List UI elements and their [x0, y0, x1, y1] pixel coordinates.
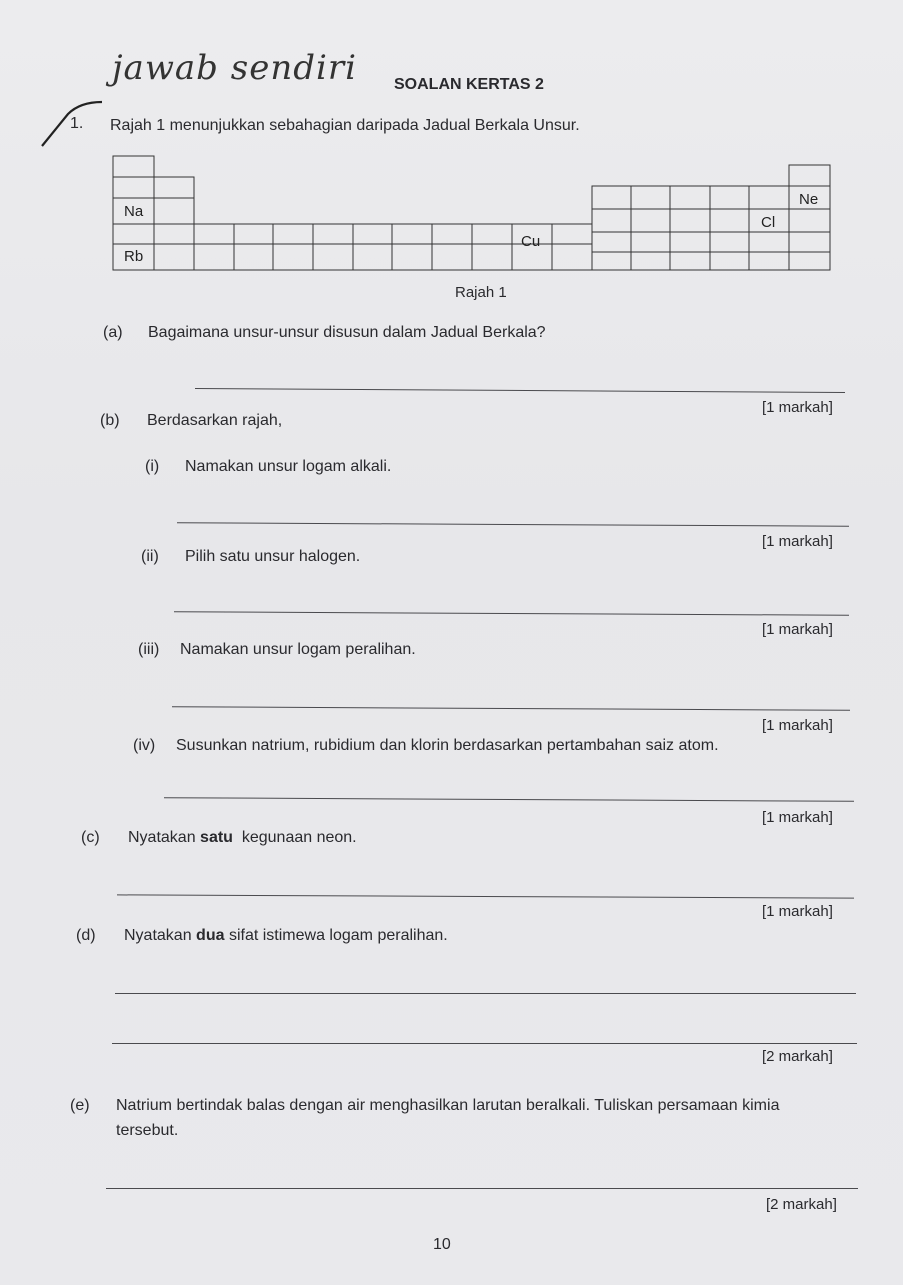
element-cu: Cu	[521, 233, 541, 250]
part-b-iv-question: Susunkan natrium, rubidium dan klorin berdasarkan pertambahan saiz atom.	[176, 737, 719, 754]
part-b-question: Berdasarkan rajah,	[147, 412, 283, 429]
answer-line-b-iii[interactable]	[172, 706, 850, 711]
periodic-table-figure	[110, 150, 832, 280]
marks-b-ii: [1 markah]	[762, 621, 833, 638]
element-cl: Cl	[761, 214, 776, 231]
part-e-question-line2: tersebut.	[116, 1122, 179, 1139]
marks-b-iv: [1 markah]	[762, 809, 833, 826]
answer-line-b-ii[interactable]	[174, 611, 849, 616]
answer-line-c[interactable]	[117, 894, 854, 898]
part-a-label: (a)	[103, 324, 123, 341]
figure-caption: Rajah 1	[455, 284, 507, 301]
question-intro: Rajah 1 menunjukkan sebahagian daripada Jadual Berkala Unsur.	[110, 117, 580, 134]
marks-d: [2 markah]	[762, 1048, 833, 1065]
answer-line-d-1[interactable]	[115, 993, 856, 994]
part-c-label: (c)	[81, 829, 100, 846]
element-na: Na	[124, 203, 144, 220]
paper-title: SOALAN KERTAS 2	[394, 76, 544, 93]
element-ne: Ne	[799, 191, 819, 208]
part-b-iii-question: Namakan unsur logam peralihan.	[180, 641, 416, 658]
part-b-ii-question: Pilih satu unsur halogen.	[185, 548, 361, 565]
marks-b-i: [1 markah]	[762, 533, 833, 550]
marks-b-iii: [1 markah]	[762, 717, 833, 734]
answer-line-d-2[interactable]	[112, 1043, 857, 1044]
answer-line-b-i[interactable]	[177, 522, 849, 527]
page-number: 10	[433, 1236, 451, 1253]
part-e-question-line1: Natrium bertindak balas dengan air menghasilkan larutan beralkali. Tuliskan persamaan kimia	[116, 1097, 780, 1114]
answer-line-b-iv[interactable]	[164, 797, 854, 802]
part-a-question: Bagaimana unsur-unsur disusun dalam Jadual Berkala?	[148, 324, 546, 341]
answer-line-e[interactable]	[106, 1188, 858, 1189]
marks-a: [1 markah]	[762, 399, 833, 416]
marks-e: [2 markah]	[766, 1196, 837, 1213]
answer-line-a[interactable]	[195, 388, 845, 393]
part-b-i-label: (i)	[145, 458, 160, 475]
handwritten-note: jawab sendiri	[112, 48, 357, 88]
part-d-question: Nyatakan dua sifat istimewa logam peralihan.	[124, 927, 448, 944]
part-d-label: (d)	[76, 927, 96, 944]
part-e-label: (e)	[70, 1097, 90, 1114]
marks-c: [1 markah]	[762, 903, 833, 920]
part-c-question: Nyatakan satu kegunaan neon.	[128, 829, 357, 846]
question-number: 1.	[70, 115, 84, 132]
part-b-i-question: Namakan unsur logam alkali.	[185, 458, 392, 475]
element-rb: Rb	[124, 248, 144, 265]
part-b-iv-label: (iv)	[133, 737, 156, 754]
part-b-label: (b)	[100, 412, 120, 429]
part-b-ii-label: (ii)	[141, 548, 159, 565]
part-b-iii-label: (iii)	[138, 641, 160, 658]
